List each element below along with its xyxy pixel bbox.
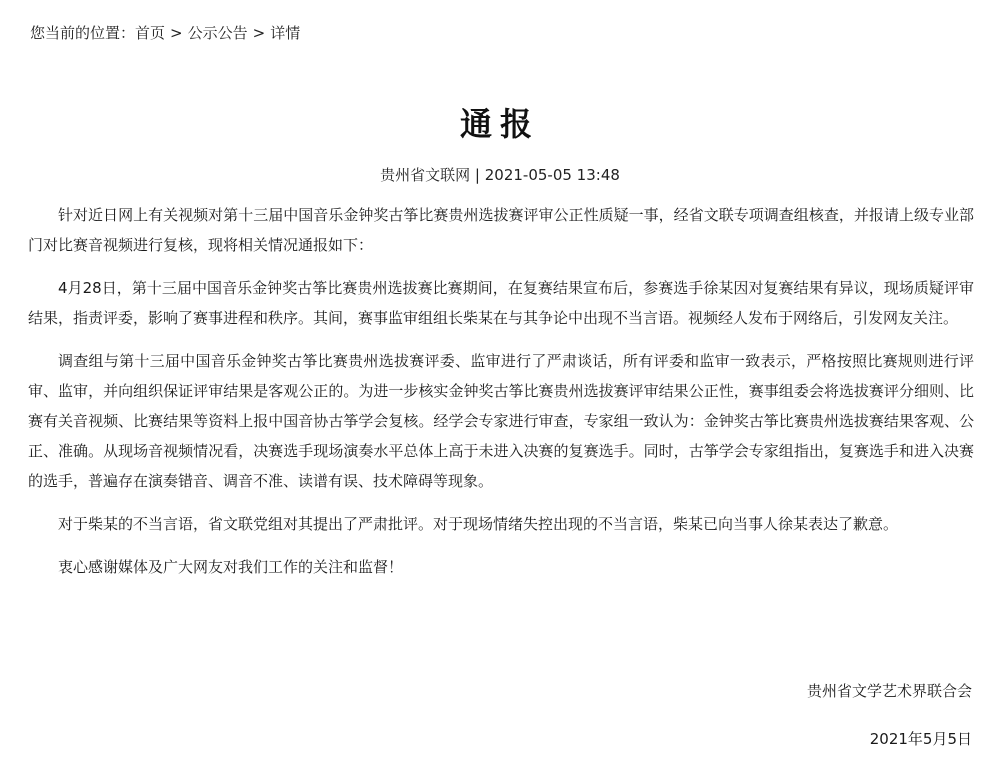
paragraph-intro: 针对近日网上有关视频对第十三届中国音乐金钟奖古筝比赛贵州选拔赛评审公正性质疑一事，经省文联专项调查组核查，并报请上级专业部门对比赛音视频进行复核，现将相关情况通报如下： [28,206,974,254]
paragraph-investigation: 调查组与第十三届中国音乐金钟奖古筝比赛贵州选拔赛评委、监审进行了严肃谈话，所有评委和监审一致表示，严格按照比赛规则进行评审、监审，并向组织保证评审结果是客观公正的。为进一步核实金钟奖古筝比赛贵州选拔赛评审结果公正性，赛事组委会将选拔赛评分细则、比赛有关音视频、比赛结果等资料上报中国音协古筝学会复核。经学会专家进行审查，专家组一致认为：金钟奖古筝比赛贵州选拔赛结果客观、公正、准确。从现场音视频情况看，决赛选手现场演奏水平总体上高于未进入决赛的复赛选手。同时，古筝学会专家组指出，复赛选手和进入决赛的选手，普遍存在演奏错音、调音不准、读谱有误、技术障碍等现象。 [28,352,974,490]
article-datetime: 2021-05-05 13:48 [484,166,620,184]
paragraph-criticism: 对于柴某的不当言语，省文联党组对其提出了严肃批评。对于现场情绪失控出现的不当言语，柴某已向当事人徐某表达了歉意。 [58,515,899,533]
meta-divider: | [474,166,480,184]
breadcrumb-separator: > [252,24,266,42]
breadcrumb-prefix: 您当前的位置： [30,24,136,42]
breadcrumb [30,22,300,44]
article-body [28,200,974,595]
paragraph-incident: 4月28日，第十三届中国音乐金钟奖古筝比赛贵州选拔赛比赛期间，在复赛结果宣布后，参赛选手徐某因对复赛结果有异议，现场质疑评审结果，指责评委，影响了赛事进程和秩序。其间，赛事监审组组长柴某在与其争论中出现不当言语。视频经人发布于网络后，引发网友关注。 [28,279,974,327]
signature-organization: 贵州省文学艺术界联合会 [806,682,972,700]
article-meta [0,164,1000,186]
article-source: 贵州省文联网 [380,166,471,184]
paragraph-thanks: 衷心感谢媒体及广大网友对我们工作的关注和监督！ [58,558,404,576]
breadcrumb-home-link[interactable]: 首页 [135,24,166,42]
breadcrumb-separator: > [170,24,183,42]
signature-block [807,676,972,754]
article-title: 通报 [459,105,540,143]
breadcrumb-notices-link[interactable]: 公示公告 [187,24,248,42]
signature-date: 2021年5月5日 [869,730,972,748]
breadcrumb-current: 详情 [270,24,301,42]
